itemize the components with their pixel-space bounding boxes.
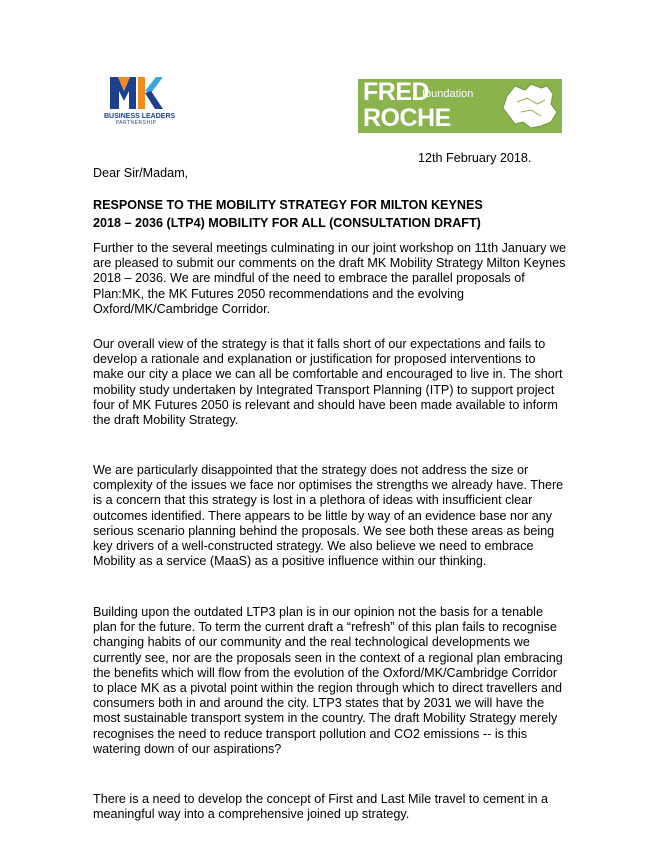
body-paragraph-5: There is a need to develop the concept of First and Last Mile travel to cement in a meaningful way into a comprehensive joined up strategy. [93, 792, 549, 822]
mk-logo-caption-sub: PARTNERSHIP [115, 120, 157, 126]
letter-heading [93, 196, 563, 232]
fred-roche-logo-word-fred: FRED [363, 79, 430, 106]
body-paragraph-1: Further to the several meetings culminating in our joint workshop on 11th January we are pleased to submit our comments on the draft MK Mobility Strategy Milton Keynes 2018 – 2036. We are mindful of the need to embrace the parallel proposals of Plan:MK, the MK Futures 2050 recommendations and the evolving Oxford/MK/Cambridge Corridor. [93, 241, 566, 316]
letter-heading-line-2: 2018 – 2036 (LTP4) MOBILITY FOR ALL (CONSULTATION DRAFT) [93, 216, 481, 230]
letter-heading-line-1: RESPONSE TO THE MOBILITY STRATEGY FOR MILTON KEYNES [93, 198, 483, 212]
letter-date: 12th February 2018. [418, 151, 532, 165]
body-paragraph-2: Our overall view of the strategy is that it falls short of our expectations and fails to develop a rationale and explanation or justification for proposed interventions to make our city a place we can all be comfortable and encouraged to live in. The short mobility study undertaken by Integrated Transport Planning (ITP) to support project four of MK Futures 2050 is relevant and should have been made available to inform the draft Mobility Strategy. [93, 337, 563, 428]
mk-logo-caption-main: BUSINESS LEADERS [104, 113, 176, 120]
fred-roche-foundation-logo [358, 79, 562, 133]
mk-logo-mark [108, 73, 164, 111]
mk-business-leaders-logo [104, 73, 176, 131]
body-paragraph-4: Building upon the outdated LTP3 plan is in our opinion not the basis for a tenable plan for the future. To term the current draft a “refresh” of this plan fails to recognise changing habits of our community and the real technological developments we currently see, nor are the proposals seen in the context of a regional plan embracing the benefits which will flow from the evolution of the Oxford/MK/Cambridge Corridor to place MK as a pivotal point within the region through which to direct travellers and consumers both in and around the city. LTP3 states that by 2031 we will have the most sustainable transport system in the country. The draft Mobility Strategy merely recognises the need to reduce transport pollution and CO2 emissions -- is this watering down of our aspirations? [93, 605, 563, 756]
fred-roche-logo-word-roche: ROCHE [363, 104, 451, 132]
body-paragraph-3: We are particularly disappointed that the strategy does not address the size or complexity of the issues we face nor optimises the strengths we already have. There is a concern that this strategy is lost in a plethora of ideas with insufficient clear outcomes identified. There appears to be little by way of an evidence base nor any serious scenario planning behind the proposals. We see both these areas as being key drivers of a well-constructed strategy. We also believe we need to embrace Mobility as a service (MaaS) as a positive influence within our thinking. [93, 463, 564, 569]
county-map-icon [501, 82, 559, 130]
letter-salutation: Dear Sir/Madam, [93, 166, 189, 180]
fred-roche-logo-word-foundation: foundation [422, 88, 474, 100]
